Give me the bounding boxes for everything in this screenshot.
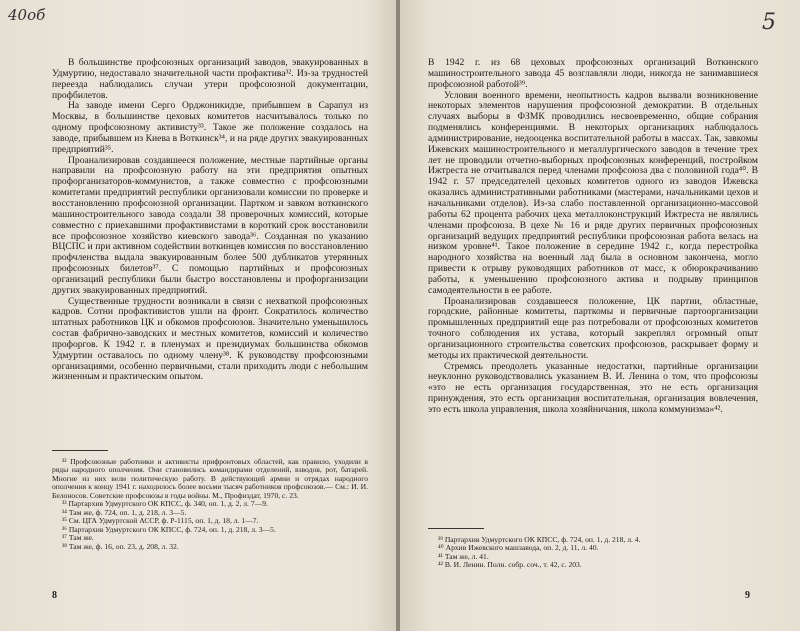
- paragraph: На заводе имени Серго Орджоникидзе, прибывшем в Сарапул из Москвы, в большинстве цеховых комитетов насчитывалось только по одному профсоюзному активисту³³. Такое же положение создалось на заводе, прибывшем из Киева в Воткинск³⁴, и на ряде других эвакуированных предприятий³⁵.: [52, 100, 368, 155]
- paragraph: Проанализировав создавшееся положение, местные партийные органы направили на профсоюзную работу на эти предприятия опытных профорганизаторов-коммунистов, а также совместно с профсоюзными комитетами предприятий республики организовали комиссии по проверке и восстановлению профсоюзной организации. Партком и завком воткинского машиностроительного завода создали 38 проверочных комиссий, которые совместно с приехавшими профактивистами в короткий срок восстановили все профсоюзное хозяйство киевского завода³⁶. Созданная по указанию ВЦСПС и при активном содействии воткинцев комиссия по восстановлению профчленства выдала эвакуированным более 500 дубликатов утерянных профсоюзных билетов³⁷. С помощью партийных и профсоюзных организаций республики были быстро восстановлены и профорганизации других эвакуированных предприятий.: [52, 154, 368, 296]
- footnote: ⁴⁰ Архив Ижевского машзавода, оп. 2, д. 11, л. 40.: [438, 543, 599, 553]
- footnote: ⁴² В. И. Ленин. Полн. собр. соч., т. 42, с. 203.: [438, 560, 582, 570]
- page-number: 9: [745, 590, 750, 601]
- paragraph: Существенные трудности возникали в связи с нехваткой профсоюзных кадров. Сотни профактивистов ушли на фронт. Сократилось количество штатных работников ЦК и обкомов профсоюзов. Значительно уменьшилось состав фабрично-заводских и местных комитетов, комиссий и количество профоргов. К 1942 г. в пленумах и президиумах большинства обкомов Удмуртии оставалось по одному члену³⁸. К руководству профсоюзными организациями, особенно первичными, стали приходить люди с небольшим жизненным и практическим опытом.: [52, 295, 368, 383]
- footnote: ³⁸ Там же, ф. 16, оп. 23, д. 208, л. 32.: [62, 541, 179, 551]
- left-footnotes: [52, 458, 368, 551]
- paragraph: В 1942 г. из 68 цеховых профсоюзных организаций Воткинского машиностроительного завода 45 возглавляли люди, никогда не занимавшиеся профсоюзной работой³⁹.: [428, 57, 758, 90]
- footnote-rule: [428, 528, 484, 529]
- footnote: ³⁴ Там же, ф. 724, оп. 1, д. 218, л. 3—5.: [62, 507, 187, 517]
- handwritten-folio-mark: 40об: [8, 6, 46, 24]
- footnote: ³³ Партархив Удмуртского ОК КПСС, ф. 340, оп. 1, д. 2, л. 7—9.: [62, 499, 268, 509]
- footnote: ³⁵ См. ЦГА Удмуртской АССР, ф. Р-1115, оп. 1, д. 18, л. 1—7.: [62, 516, 259, 526]
- footnote: ⁴¹ Там же, л. 41.: [438, 551, 489, 561]
- right-body-text: [428, 58, 758, 416]
- paragraph: Проанализировав создавшееся положение, ЦК партии, областные, городские, районные комитеты, парткомы и первичные партоорганизации промышленных предприятий еще раз потребовали от профсоюзных комитетов точного соблюдения их устава, который закреплял огромный опыт организационного строительства советских профсоюзов, раскрывает форму и методы их практической деятельности.: [428, 295, 758, 361]
- footnote: ³⁷ Там же.: [62, 533, 94, 543]
- footnote: ³² Профсоюзные работники и активисты прифронтовых областей, как правило, уходили в ряды народного ополчения. Они становились командирами отделений, взводов, рот, батарей. Многие из них вели политическую работу. В действующей армии и отрядах народного ополчения к концу 1941 г. находилось более восьми тысяч работников профсоюзов.— См.: И. И. Белоносов. Советские профсоюзы в годы войны. М., Профиздат, 1970, с. 23.: [52, 457, 368, 500]
- handwritten-folio-mark: 5: [762, 10, 776, 35]
- right-page: [400, 0, 800, 631]
- left-page: [0, 0, 396, 631]
- footnote-rule: [52, 450, 108, 451]
- paragraph: В большинстве профсоюзных организаций заводов, эвакуированных в Удмуртию, недоставало значительной части профактива³². Из-за трудностей переезда наблюдались случаи утери профсоюзной документации, профбилетов.: [52, 57, 368, 101]
- footnote: ³⁹ Партархив Удмуртского ОК КПСС, ф. 724, оп. 1, д. 218, л. 4.: [438, 535, 641, 544]
- left-body-text: [52, 58, 368, 383]
- page-number: 8: [52, 590, 57, 601]
- right-footnotes: [428, 536, 758, 570]
- paragraph: Условия военного времени, неопытность кадров вызвали возникновение некоторых элементов нарушения профсоюзной демократии. В отдельных случаях выборы в ФЗМК проводились несвоевременно, общие собрания подменялись конференциями. В некоторых организациях наблюдалось администрирование, недооценка воспитательной работы в массах. Так, завкомы Ижевских машиностроительного и металлургического заводов в течение трех лет не проводили отчетно-выборных профсоюзных конференций, постройком Ижтреста не отчитывался перед членами профсоюза два с половиной года⁴⁰. В 1942 г. 57 председателей цеховых комитетов одного из заводов Ижевска оказались административными работниками (мастерами, начальниками цехов и начальниками отделов). Из-за слабо поставленной организационно-массовой работы 62 процента рабочих цеха металлоконструкций Ижтреста не являлись членами профсоюза. В цехе № 16 и ряде других первичных профсоюзных организаций ведущих предприятий республики профсоюзная работа велась на низком уровне⁴¹. Такое положение в середине 1942 г., когда перестройка народного хозяйства на военный лад была в основном закончена, могло привести к отрыву руководящих работников от масс, к обюрокрачиванию работы, к уменьшению профсоюзного актива и подрыву принципов самодеятельности в ее работе.: [428, 89, 758, 296]
- paragraph: Стремясь преодолеть указанные недостатки, партийные организации неуклонно руководствовались указанием В. И. Ленина о том, что профсоюзы «это не есть организация государственная, это не есть организация принуждения, это есть организация воспитательная, организация вовлечения, это есть школа управления, школа хозяйничания, школа коммунизма»⁴².: [428, 360, 758, 415]
- footnote: ³⁶ Партархив Удмуртского ОК КПСС, ф. 724, оп. 1, д. 218, л. 3—5.: [62, 524, 276, 534]
